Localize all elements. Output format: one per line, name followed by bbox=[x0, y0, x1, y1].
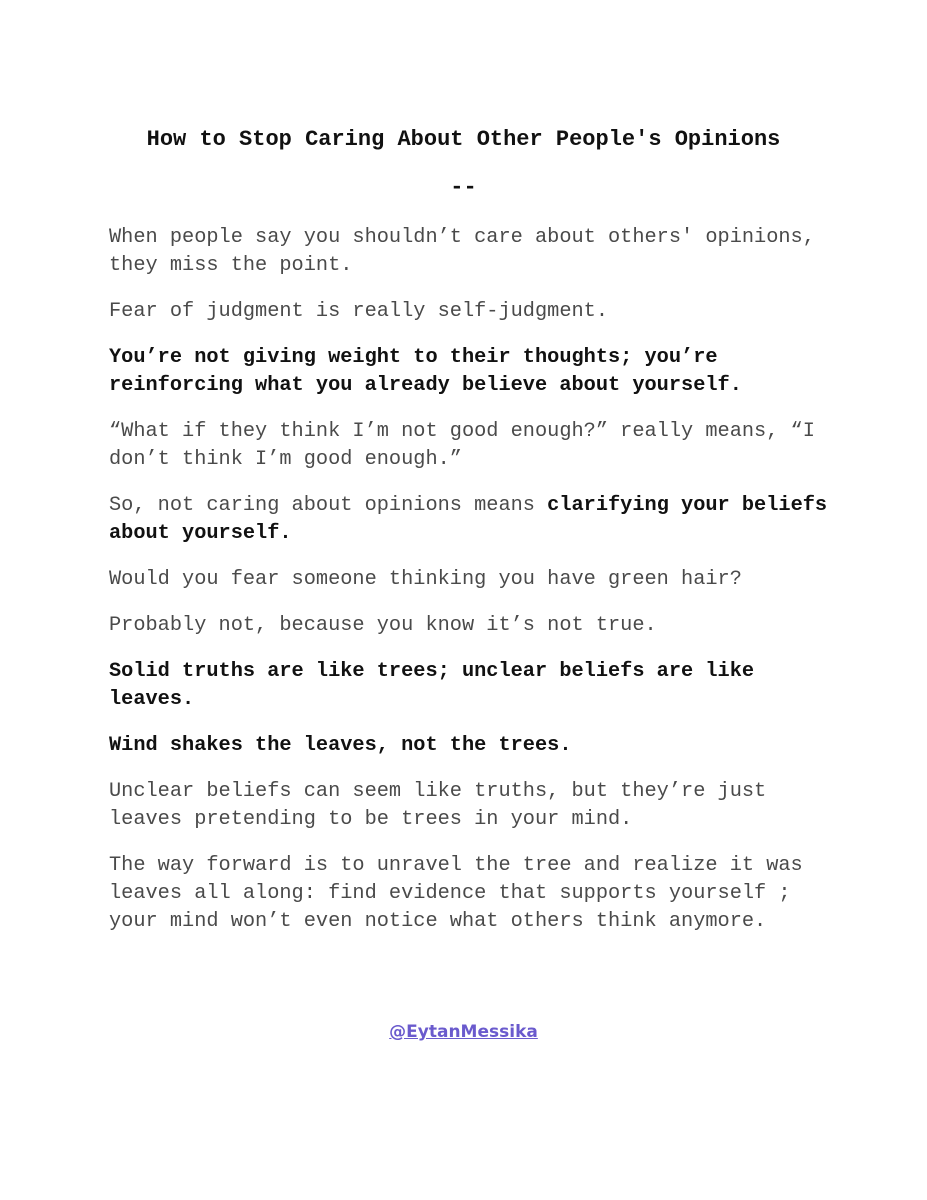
title-divider: -- bbox=[450, 175, 477, 200]
paragraph: Probably not, because you know it’s not true. bbox=[109, 614, 657, 637]
paragraph-emphasis: clarifying your beliefs about yourself. bbox=[109, 494, 828, 545]
bold-paragraph: Solid truths are like trees; unclear beliefs are like leaves. bbox=[109, 660, 755, 711]
author-handle-link[interactable]: @EytanMessika bbox=[389, 1022, 538, 1042]
paragraph: Fear of judgment is really self-judgment. bbox=[109, 300, 608, 323]
paragraph: “What if they think I’m not good enough?” really means, “I don’t think I’m good enough.” bbox=[109, 420, 815, 471]
paragraph: Unclear beliefs can seem like truths, but they’re just leaves pretending to be trees in your mind. bbox=[109, 780, 767, 831]
paragraph-mixed bbox=[109, 492, 829, 548]
paragraph: Would you fear someone thinking you have green hair? bbox=[109, 568, 742, 591]
paragraph: When people say you shouldn’t care about others' opinions, they miss the point. bbox=[109, 226, 815, 277]
document-body bbox=[109, 224, 829, 954]
paragraph: The way forward is to unravel the tree and realize it was leaves all along: find evidence that supports yourself ; your mind won’t even notice what others think anymore. bbox=[109, 854, 803, 933]
page-title: How to Stop Caring About Other People's Opinions bbox=[146, 127, 781, 152]
bold-paragraph: You’re not giving weight to their thoughts; you’re reinforcing what you already believe about yourself. bbox=[109, 346, 742, 397]
paragraph-text: So, not caring about opinions means bbox=[109, 494, 548, 517]
bold-paragraph: Wind shakes the leaves, not the trees. bbox=[109, 734, 572, 757]
author-handle-container bbox=[0, 1020, 927, 1044]
